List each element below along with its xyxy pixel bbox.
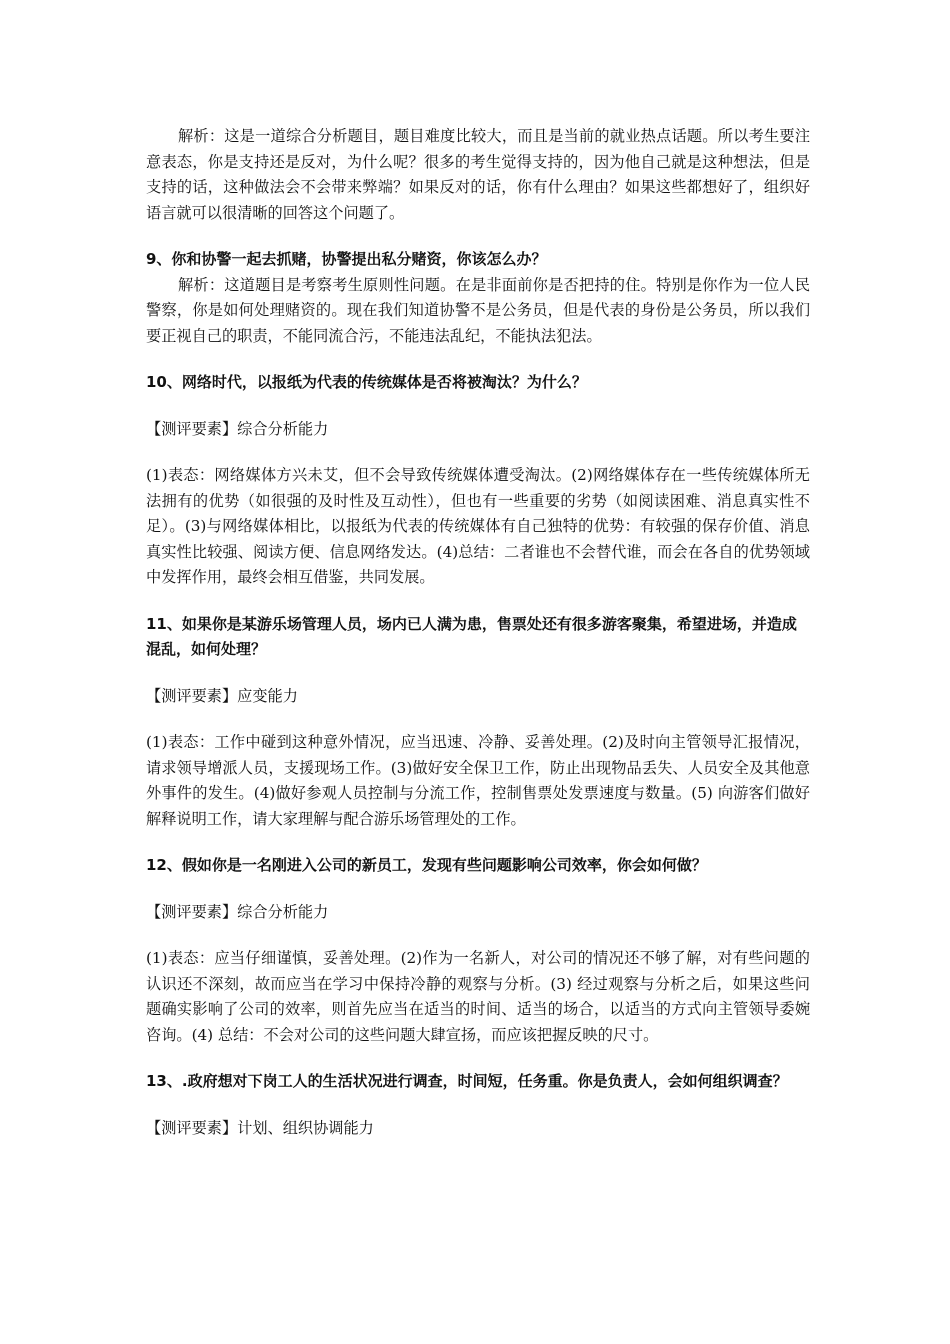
question-11-element: 【测评要素】应变能力 xyxy=(146,686,298,705)
question-10-heading: 10、网络时代，以报纸为代表的传统媒体是否将被淘汰？为什么？ xyxy=(146,373,587,391)
spacer xyxy=(146,226,810,247)
question-12-element: 【测评要素】综合分析能力 xyxy=(146,902,329,921)
question-12-heading: 12、假如你是一名刚进入公司的新员工，发现有些问题影响公司效率，你会如何做？ xyxy=(146,856,707,874)
spacer xyxy=(146,442,810,463)
question-12-answer: (1)表态：应当仔细谨慎，妥善处理。(2)作为一名新人，对公司的情况还不够了解，对有些问题的认识还不深刻，故而应当在学习中保持冷静的观察与分析。(3) 经过观察与分析之后，如果这些问题确实影响了公司的效率，则首先应当在适当的时间、适当的场合，以适当的方式向主管领导委婉咨询。(4) 总结：不会对公司的这些问题大肆宣扬，而应该把握反映的尺寸。 xyxy=(146,949,810,1044)
spacer xyxy=(146,1095,810,1116)
spacer xyxy=(146,591,810,612)
question-10-element: 【测评要素】综合分析能力 xyxy=(146,419,329,438)
question-13-heading: 13、.政府想对下岗工人的生活状况进行调查，时间短，任务重。你是负责人，会如何组织调查？ xyxy=(146,1072,788,1090)
spacer xyxy=(146,1048,810,1069)
question-9-heading: 9、你和协警一起去抓赌，协警提出私分赌资，你该怎么办？ xyxy=(146,250,547,268)
question-11-heading: 11、如果你是某游乐场管理人员，场内已人满为患，售票处还有很多游客聚集，希望进场，并造成混乱，如何处理？ xyxy=(146,614,797,658)
spacer xyxy=(146,709,810,730)
spacer xyxy=(146,832,810,853)
spacer xyxy=(146,879,810,900)
question-13-element: 【测评要素】计划、组织协调能力 xyxy=(146,1118,374,1137)
question-9-analysis: 解析：这道题目是考察考生原则性问题。在是非面前你是否把持的住。特别是你作为一位人民警察，你是如何处理赌资的。现在我们知道协警不是公务员，但是代表的身份是公务员，所以我们要正视自己的职责，不能同流合污，不能违法乱纪，不能执法犯法。 xyxy=(146,275,810,345)
spacer xyxy=(146,925,810,946)
question-10-answer: (1)表态：网络媒体方兴未艾，但不会导致传统媒体遭受淘汰。(2)网络媒体存在一些传统媒体所无法拥有的优势（如很强的及时性及互动性），但也有一些重要的劣势（如阅读困难、消息真实性不足）。(3)与网络媒体相比，以报纸为代表的传统媒体有自己独特的优势：有较强的保存价值、消息真实性比较强、阅读方便、信息网络发达。(4)总结：二者谁也不会替代谁，而会在各自的优势领域中发挥作用，最终会相互借鉴，共同发展。 xyxy=(146,466,810,586)
spacer xyxy=(146,349,810,370)
spacer xyxy=(146,396,810,417)
spacer xyxy=(146,663,810,684)
intro-analysis-paragraph: 解析：这是一道综合分析题目，题目难度比较大，而且是当前的就业热点话题。所以考生要注意表态，你是支持还是反对，为什么呢？很多的考生觉得支持的，因为他自己就是这种想法，但是支持的话，这种做法会不会带来弊端？如果反对的话，你有什么理由？如果这些都想好了，组织好语言就可以很清晰的回答这个问题了。 xyxy=(146,127,810,222)
question-11-answer: (1)表态：工作中碰到这种意外情况，应当迅速、冷静、妥善处理。(2)及时向主管领导汇报情况，请求领导增派人员，支援现场工作。(3)做好安全保卫工作，防止出现物品丢失、人员安全及其他意外事件的发生。(4)做好参观人员控制与分流工作，控制售票处发票速度与数量。(5) 向游客们做好解释说明工作，请大家理解与配合游乐场管理处的工作。 xyxy=(146,733,810,828)
